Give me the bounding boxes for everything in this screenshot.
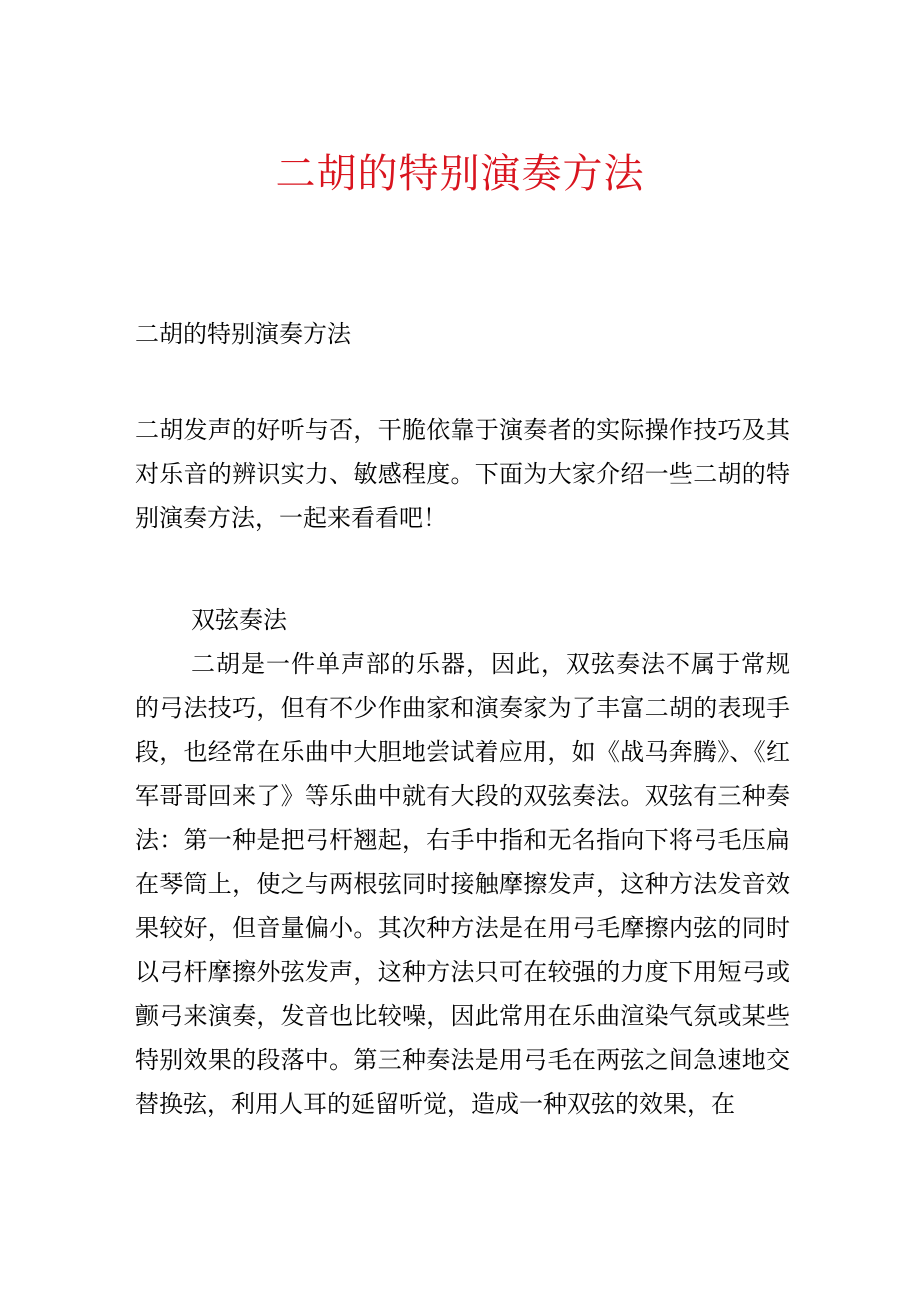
document-title: 二胡的特别演奏方法	[275, 151, 645, 197]
section-paragraph: 二胡是一件单声部的乐器，因此，双弦奏法不属于常规的弓法技巧，但有不少作曲家和演奏家为了丰富二胡的表现手段，也经常在乐曲中大胆地尝试着应用，如《战马奔腾》、《红军哥哥回来了》等乐曲中就有大段的双弦奏法。双弦有三种奏法：第一种是把弓杆翘起，右手中指和无名指向下将弓毛压扁在琴筒上，使之与两根弦同时接触摩擦发声，这种方法发音效果较好，但音量偏小。其次种方法是在用弓毛摩擦内弦的同时以弓杆摩擦外弦发声，这种方法只可在较强的力度下用短弓或颤弓来演奏，发音也比较噪，因此常用在乐曲渲染气氛或某些特别效果的段落中。第三种奏法是用弓毛在两弦之间急速地交替换弦，利用人耳的延留听觉，造成一种双弦的效果，在	[135, 650, 790, 1118]
section-heading: 双弦奏法	[191, 606, 287, 634]
intro-paragraph: 二胡发声的好听与否，干脆依靠于演奏者的实际操作技巧及其对乐音的辨识实力、敏感程度。下面为大家介绍一些二胡的特别演奏方法，一起来看看吧！	[135, 416, 790, 532]
document-subtitle: 二胡的特别演奏方法	[135, 320, 351, 348]
